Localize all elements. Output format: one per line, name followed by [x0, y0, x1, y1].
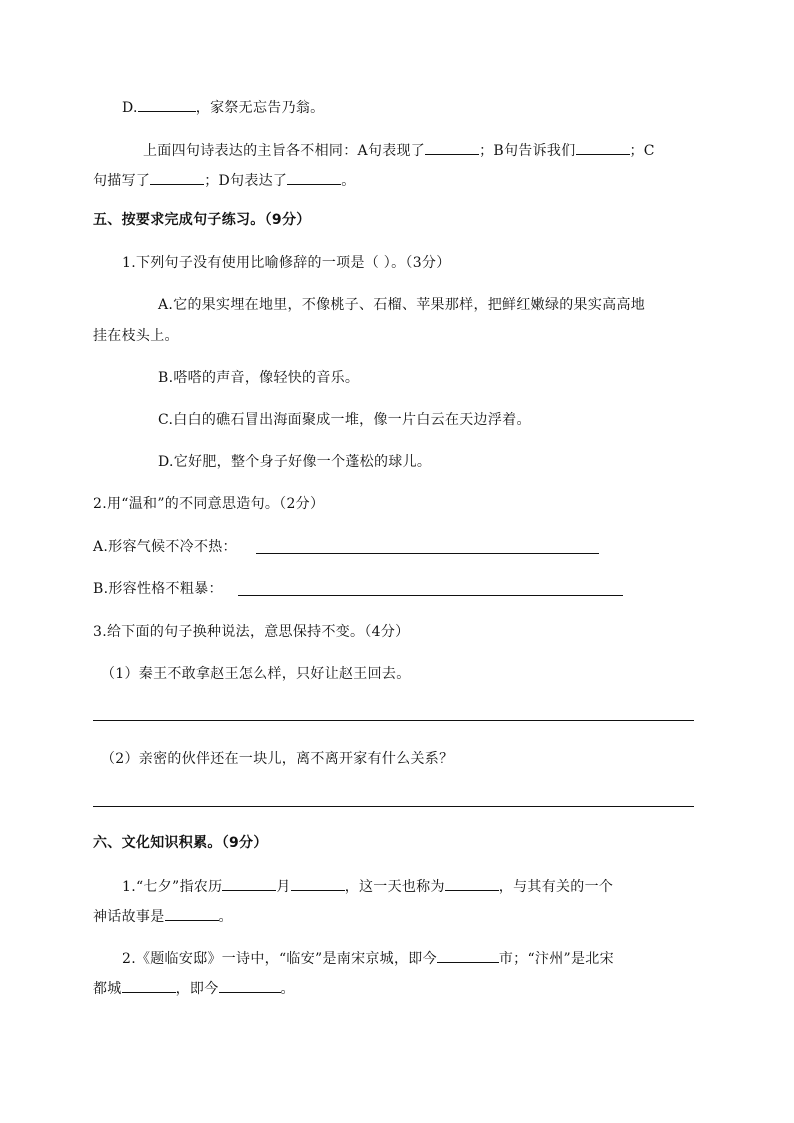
option-d-suffix: ，家祭无忘告乃翁。 — [195, 100, 325, 116]
summary-text-d: ；D句表达了 — [204, 173, 288, 189]
s5-q2-b-label: B.形容性格不粗暴： — [93, 581, 223, 597]
option-d-label: D. — [122, 100, 138, 116]
s5-q2-a-label: A.形容气候不冷不热： — [93, 539, 237, 555]
s6-q1-text-a: 1.“七夕”指农历 — [122, 879, 223, 895]
summary-blank-a[interactable] — [425, 140, 479, 155]
s5-q1-option-b: B.嗒嗒的声音，像轻快的音乐。 — [158, 370, 360, 386]
s5-q1-option-a-line-1: A.它的果实埋在地里，不像桃子、石榴、苹果那样，把鲜红嫩绿的果实高高地 — [158, 297, 646, 313]
summary-text-c: ；C — [629, 143, 655, 159]
s6-q2-line-1 — [122, 948, 614, 969]
s5-q2-a-answer-line[interactable] — [256, 553, 599, 554]
s6-q2-city-blank[interactable] — [437, 948, 499, 963]
s6-q1-day-blank[interactable] — [291, 876, 345, 891]
s6-q1-text-e: 神话故事是 — [93, 909, 165, 925]
s6-q1-line-2 — [93, 906, 233, 927]
summary-text-b: ；B句告诉我们 — [479, 143, 576, 159]
s6-q1-text-b: 月 — [276, 879, 291, 895]
s5-q2-b-answer-line[interactable] — [238, 595, 623, 596]
s5-q2-stem: 2.用“温和”的不同意思造句。（2分） — [93, 496, 325, 512]
s6-q1-name-blank[interactable] — [445, 876, 499, 891]
s5-q1-option-d: D.它好肥，整个身子好像一个蓬松的球儿。 — [158, 454, 432, 470]
summary-blank-c[interactable] — [150, 170, 204, 185]
summary-text-c2: 句描写了 — [93, 173, 151, 189]
summary-line-1 — [143, 140, 655, 161]
s6-q2-capital-blank[interactable] — [122, 978, 176, 993]
s5-q3-stem: 3.给下面的句子换种说法，意思保持不变。（4分） — [93, 624, 410, 640]
summary-blank-b[interactable] — [576, 140, 630, 155]
s6-q2-text-b: 市；“汴州”是北宋 — [498, 951, 614, 967]
s5-q3-item-2-answer-line[interactable] — [93, 806, 694, 807]
s6-q2-text-d: ，即今 — [175, 981, 219, 997]
s6-q1-line-1 — [122, 876, 613, 897]
s6-q2-text-c: 都城 — [93, 981, 122, 997]
s5-q1-option-a-line-2: 挂在枝头上。 — [93, 328, 179, 344]
s5-q3-item-1: （1）秦王不敢拿赵王怎么样，只好让赵王回去。 — [101, 666, 411, 682]
s6-q2-text-a: 2.《题临安邸》一诗中，“临安”是南宋京城，即今 — [122, 951, 437, 967]
summary-text-a: 上面四句诗表达的主旨各不相同：A句表现了 — [143, 143, 426, 159]
s6-q2-text-e: 。 — [280, 981, 295, 997]
s6-q1-text-d: ，与其有关的一个 — [498, 879, 614, 895]
summary-blank-d[interactable] — [287, 170, 341, 185]
summary-line-2 — [93, 170, 356, 191]
s5-q3-item-2: （2）亲密的伙伴还在一块儿，离不离开家有什么关系？ — [101, 751, 454, 767]
s6-q1-text-f: 。 — [218, 909, 233, 925]
s6-q2-today-blank[interactable] — [219, 978, 281, 993]
s5-q1-stem: 1.下列句子没有使用比喻修辞的一项是（ ）。（3分） — [122, 255, 451, 271]
s5-q1-option-c: C.白白的礁石冒出海面聚成一堆，像一片白云在天边浮着。 — [158, 412, 531, 428]
s5-q3-item-1-answer-line[interactable] — [93, 720, 694, 721]
option-d-blank[interactable] — [138, 97, 196, 112]
s6-q1-story-blank[interactable] — [165, 906, 219, 921]
section-6-heading: 六、文化知识积累。（9分） — [93, 835, 268, 851]
summary-end: 。 — [341, 173, 356, 189]
section-5-heading: 五、按要求完成句子练习。（9分） — [93, 212, 311, 228]
option-d-line — [122, 97, 324, 118]
s6-q1-text-c: ，这一天也称为 — [344, 879, 445, 895]
s6-q2-line-2 — [93, 978, 295, 999]
s6-q1-month-blank[interactable] — [222, 876, 276, 891]
